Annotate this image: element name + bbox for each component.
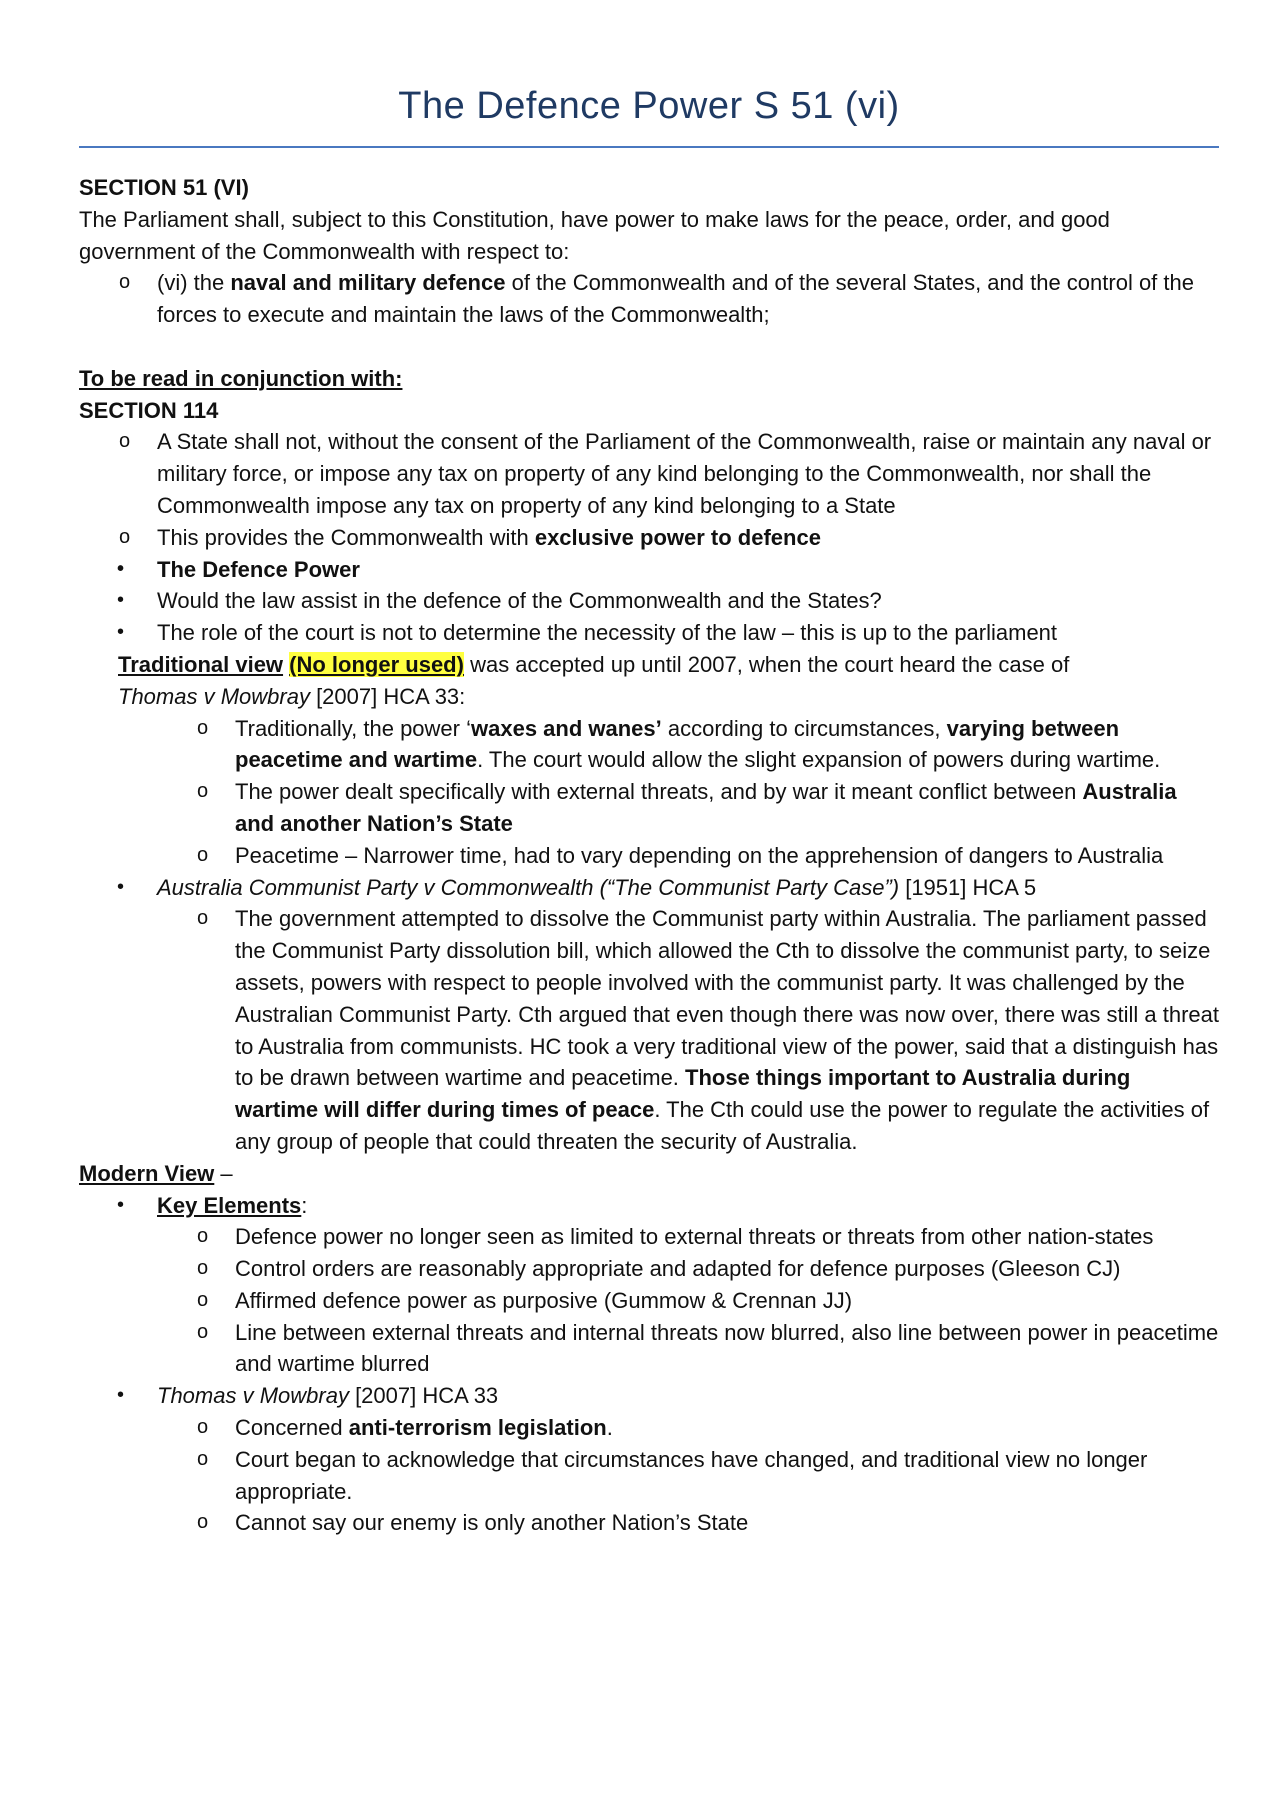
highlighted-text: (No longer used) — [289, 651, 464, 677]
section-114-item: o This provides the Commonwealth with exclusive power to defence — [79, 522, 1219, 554]
traditional-item: o Traditionally, the power ‘waxes and wanes’ according to circumstances, varying between peacetime and wartime. The court would allow the slight expansion of powers during wartime. — [79, 713, 1219, 777]
circle-marker: o — [197, 1257, 209, 1280]
document-page — [79, 70, 1219, 1539]
bullet-marker: • — [117, 875, 125, 898]
section-114-heading: SECTION 114 — [79, 397, 219, 423]
traditional-item: o The power dealt specifically with external threats, and by war it meant conflict between Australia and another Nation’s State — [79, 776, 1219, 840]
traditional-view-citation: Thomas v Mowbray [2007] HCA 33: — [118, 683, 466, 709]
key-element-item: o Defence power no longer seen as limited to external threats or threats from other nation-states — [79, 1221, 1219, 1253]
bullet-marker: • — [117, 1193, 125, 1216]
circle-marker: o — [197, 1288, 209, 1311]
bullet-item: • The Defence Power — [79, 554, 1219, 586]
section-51-heading: SECTION 51 (VI) — [79, 175, 249, 200]
section-114-item: o A State shall not, without the consent of the Parliament of the Commonwealth, raise or maintain any naval or military force, or impose any tax on property of any kind belonging to the Commonwealth, nor shall the Commonwealth impose any tax on property of any kind belonging to a State — [79, 426, 1219, 521]
thomas-item: o Concerned anti-terrorism legislation. — [79, 1412, 1219, 1444]
traditional-item: o Peacetime – Narrower time, had to vary depending on the apprehension of dangers to Australia — [79, 840, 1219, 872]
key-element-item: o Affirmed defence power as purposive (Gummow & Crennan JJ) — [79, 1285, 1219, 1317]
key-element-item: o Line between external threats and internal threats now blurred, also line between power in peacetime and wartime blurred — [79, 1317, 1219, 1381]
spacer — [79, 331, 1219, 363]
bullet-marker: • — [117, 557, 125, 580]
circle-marker: o — [119, 271, 131, 294]
circle-marker: o — [197, 907, 209, 930]
bullet-item: • The role of the court is not to determine the necessity of the law – this is up to the parliament — [79, 617, 1219, 649]
key-element-item: o Control orders are reasonably appropriate and adapted for defence purposes (Gleeson CJ) — [79, 1253, 1219, 1285]
circle-marker: o — [197, 1416, 209, 1439]
circle-marker: o — [197, 1320, 209, 1343]
circle-marker: o — [197, 780, 209, 803]
circle-marker: o — [197, 1447, 209, 1470]
circle-marker: o — [197, 843, 209, 866]
bullet-item: • Would the law assist in the defence of the Commonwealth and the States? — [79, 585, 1219, 617]
circle-marker: o — [197, 716, 209, 739]
modern-view-heading: Modern View – — [79, 1160, 233, 1186]
section-51-intro: The Parliament shall, subject to this Constitution, have power to make laws for the peace, order, and good government of the Commonwealth with respect to: — [79, 206, 1110, 264]
thomas-item: o Cannot say our enemy is only another Nation’s State — [79, 1507, 1219, 1539]
bullet-marker: • — [117, 1384, 125, 1407]
communist-case-item: o The government attempted to dissolve the Communist party within Australia. The parliament passed the Communist Party dissolution bill, which allowed the Cth to dissolve the communist party, to seize assets, powers with respect to people involved with the communist party. It was challenged by the Australian Communist Party. Cth argued that even though there was now over, there was still a threat to Australia from communists. HC took a very traditional view of the power, said that a distinguish has to be drawn between wartime and peacetime. Those things important to Australia during wartime will differ during times of peace. The Cth could use the power to regulate the activities of any group of people that could threaten the security of Australia. — [79, 903, 1219, 1157]
key-elements-bullet: • Key Elements: — [79, 1190, 1219, 1222]
thomas-item: o Court began to acknowledge that circumstances have changed, and traditional view no longer appropriate. — [79, 1444, 1219, 1508]
circle-marker: o — [197, 1511, 209, 1534]
page-title: The Defence Power S 51 (vi) — [398, 85, 900, 127]
circle-marker: o — [119, 525, 131, 548]
thomas-case-bullet: • Thomas v Mowbray [2007] HCA 33 — [79, 1380, 1219, 1412]
section-51-item: o (vi) the naval and military defence of the Commonwealth and of the several States, and the control of the forces to execute and maintain the laws of the Commonwealth; — [79, 267, 1219, 331]
circle-marker: o — [119, 430, 131, 453]
circle-marker: o — [197, 1225, 209, 1248]
document-body — [79, 172, 1219, 1539]
communist-case-bullet: • Australia Communist Party v Commonwealth (“The Communist Party Case”) [1951] HCA 5 — [79, 872, 1219, 904]
bullet-marker: • — [117, 621, 125, 644]
bullet-marker: • — [117, 589, 125, 612]
conjunction-heading: To be read in conjunction with: — [79, 365, 403, 391]
traditional-view-paragraph: Traditional view (No longer used) was accepted up until 2007, when the court heard the case of — [118, 651, 1070, 677]
title-divider — [79, 146, 1219, 148]
